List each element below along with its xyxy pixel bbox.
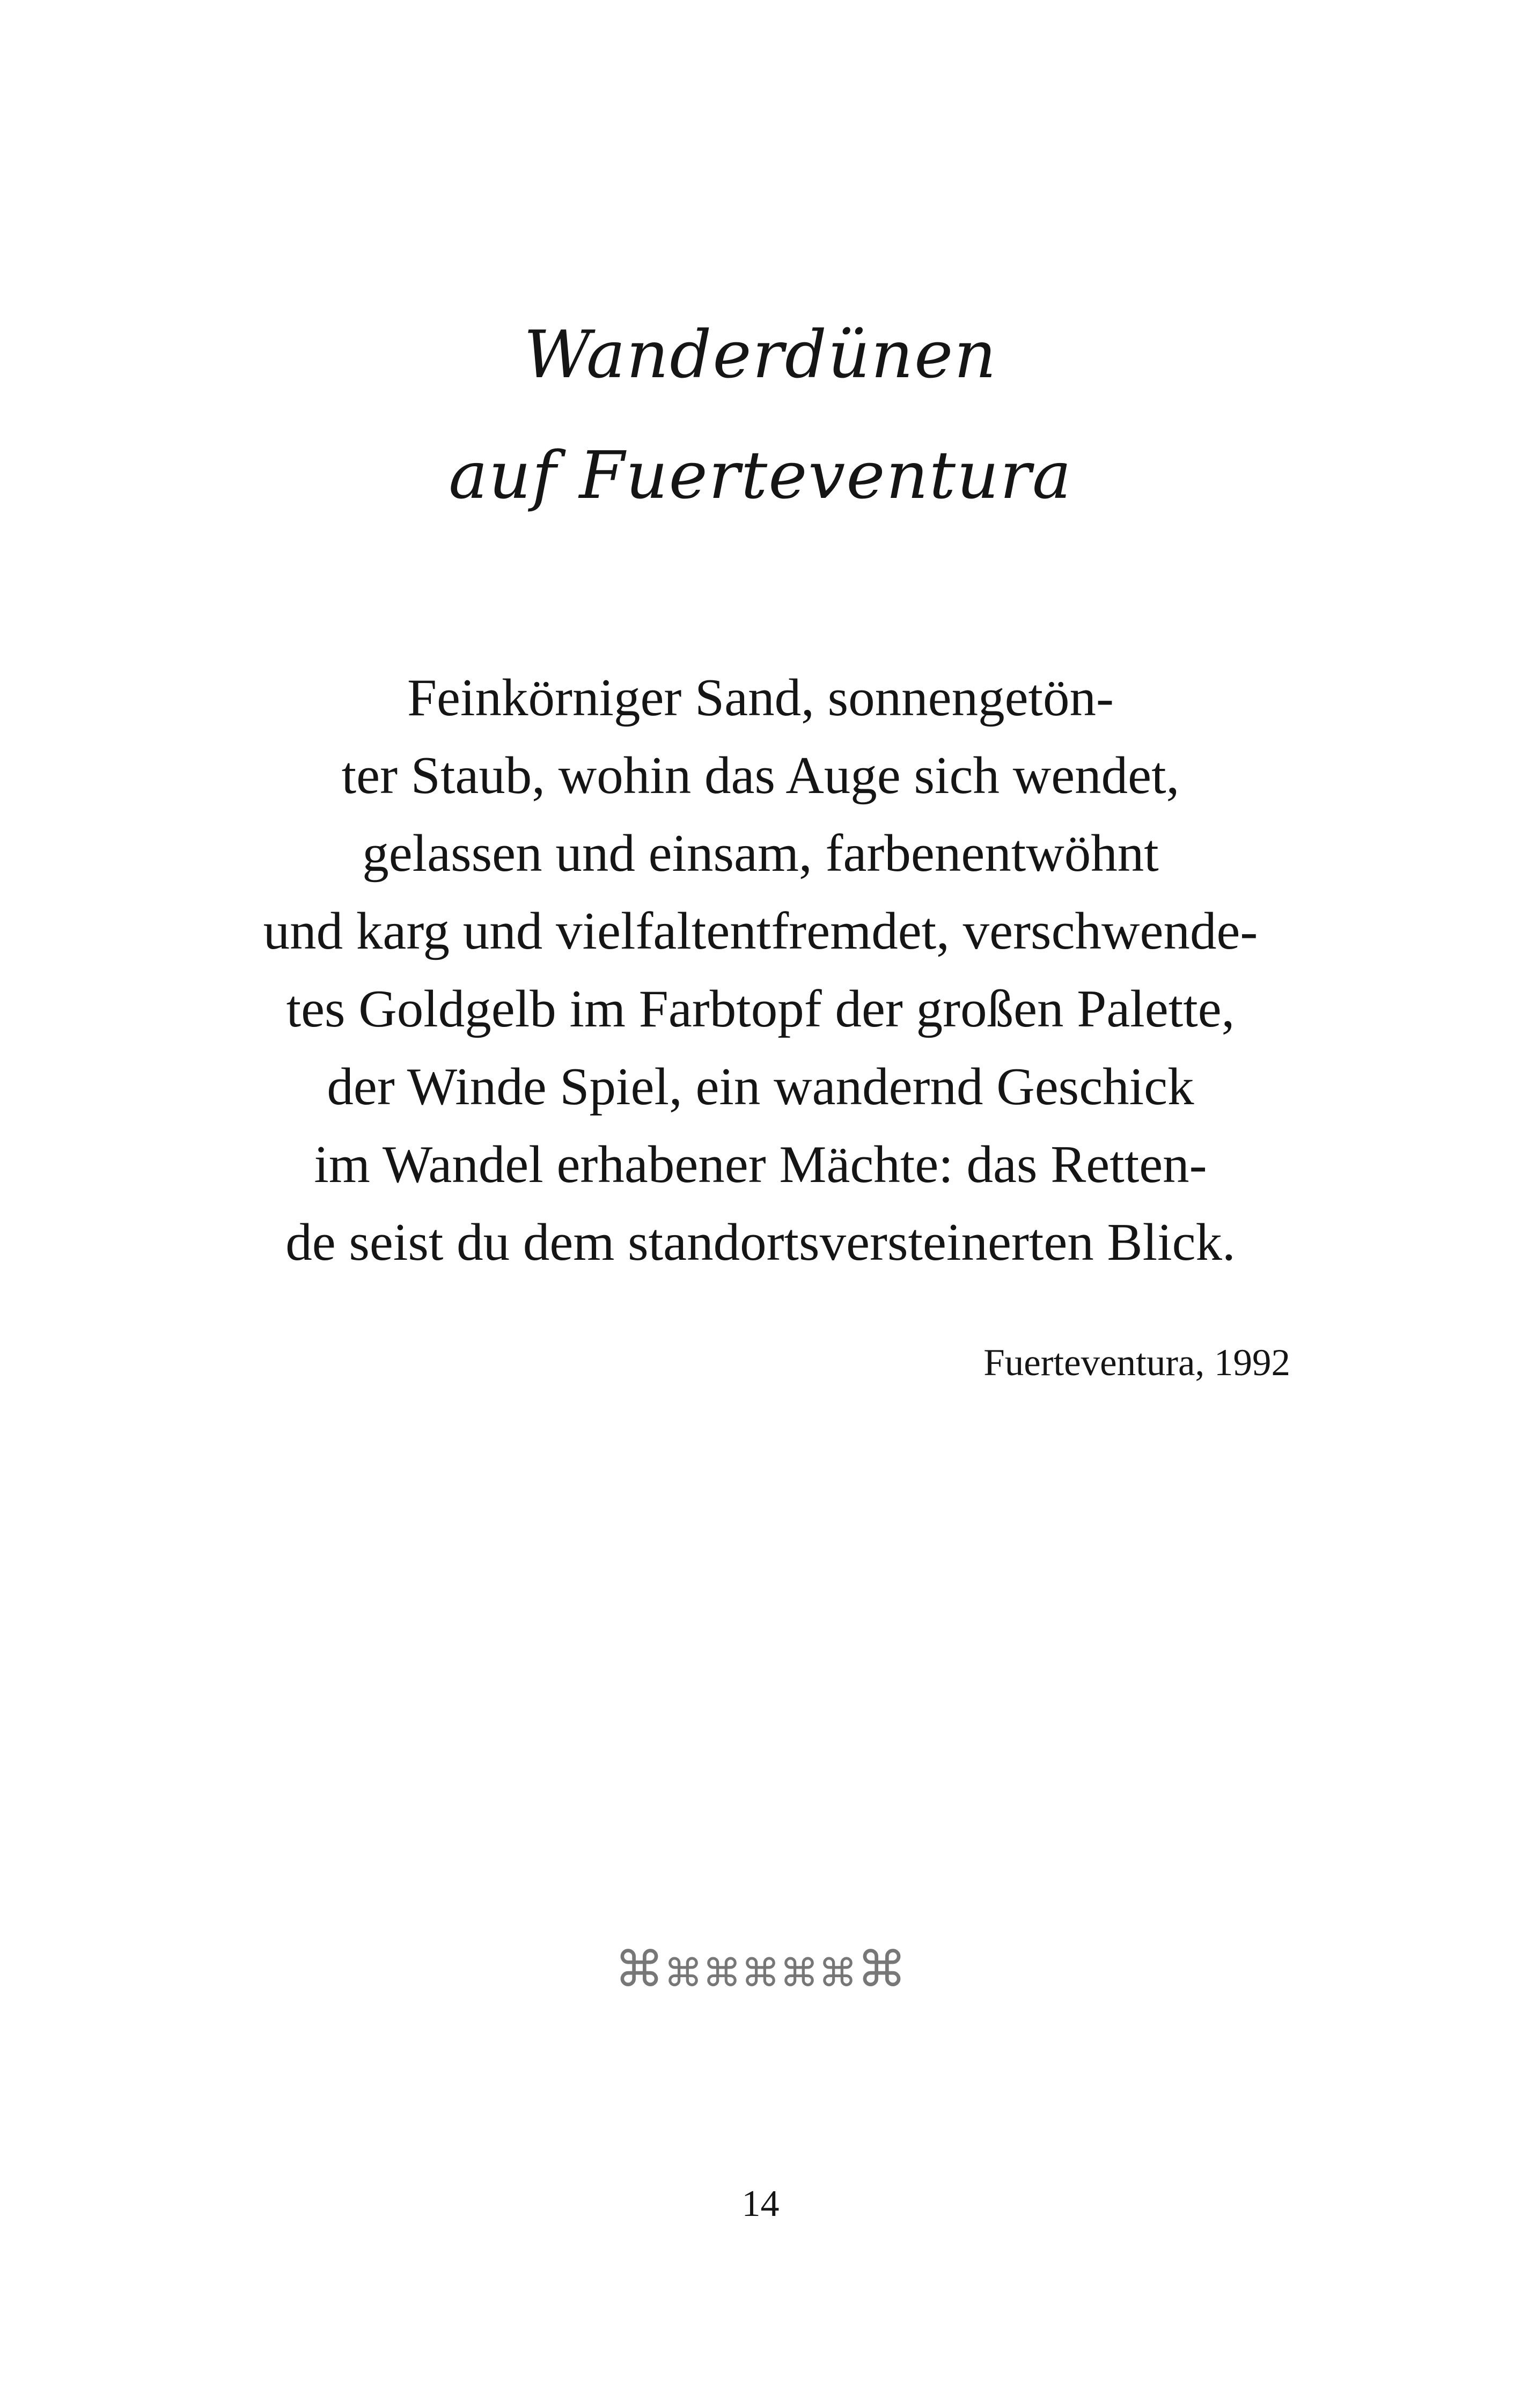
- poem-body: [0, 659, 1521, 1281]
- command-icon: ⌘: [818, 1950, 857, 1995]
- poem-line: im Wandel erhabener Mächte: das Retten-: [314, 1135, 1207, 1194]
- ornament-divider: [0, 1941, 1521, 1998]
- poem-line: gelassen und einsam, farbenentwöhnt: [362, 824, 1159, 883]
- poem-title-line-2: auf Fuerteventura: [449, 437, 1072, 513]
- poem-line: ter Staub, wohin das Auge sich wendet,: [341, 746, 1180, 805]
- poem-title-line-1: Wanderdünen: [524, 317, 997, 393]
- command-icon: ⌘: [614, 1941, 664, 1998]
- poem-line: und karg und vielfaltentfremdet, verschwende-: [263, 902, 1258, 960]
- poem-line: der Winde Spiel, ein wandernd Geschick: [327, 1058, 1194, 1116]
- poem-line: de seist du dem standortsversteinerten Blick.: [285, 1213, 1236, 1272]
- command-icon: ⌘: [741, 1950, 780, 1995]
- location-date: Fuerteventura, 1992: [983, 1342, 1290, 1384]
- poem-line: tes Goldgelb im Farbtopf der großen Palette,: [286, 980, 1235, 1038]
- command-icon: ⌘: [857, 1941, 907, 1998]
- page-number: 14: [741, 2183, 780, 2225]
- command-icon: ⌘: [702, 1950, 741, 1995]
- command-icon: ⌘: [664, 1950, 703, 1995]
- poem-line: Feinkörniger Sand, sonnengetön-: [407, 669, 1114, 727]
- command-icon: ⌘: [780, 1950, 819, 1995]
